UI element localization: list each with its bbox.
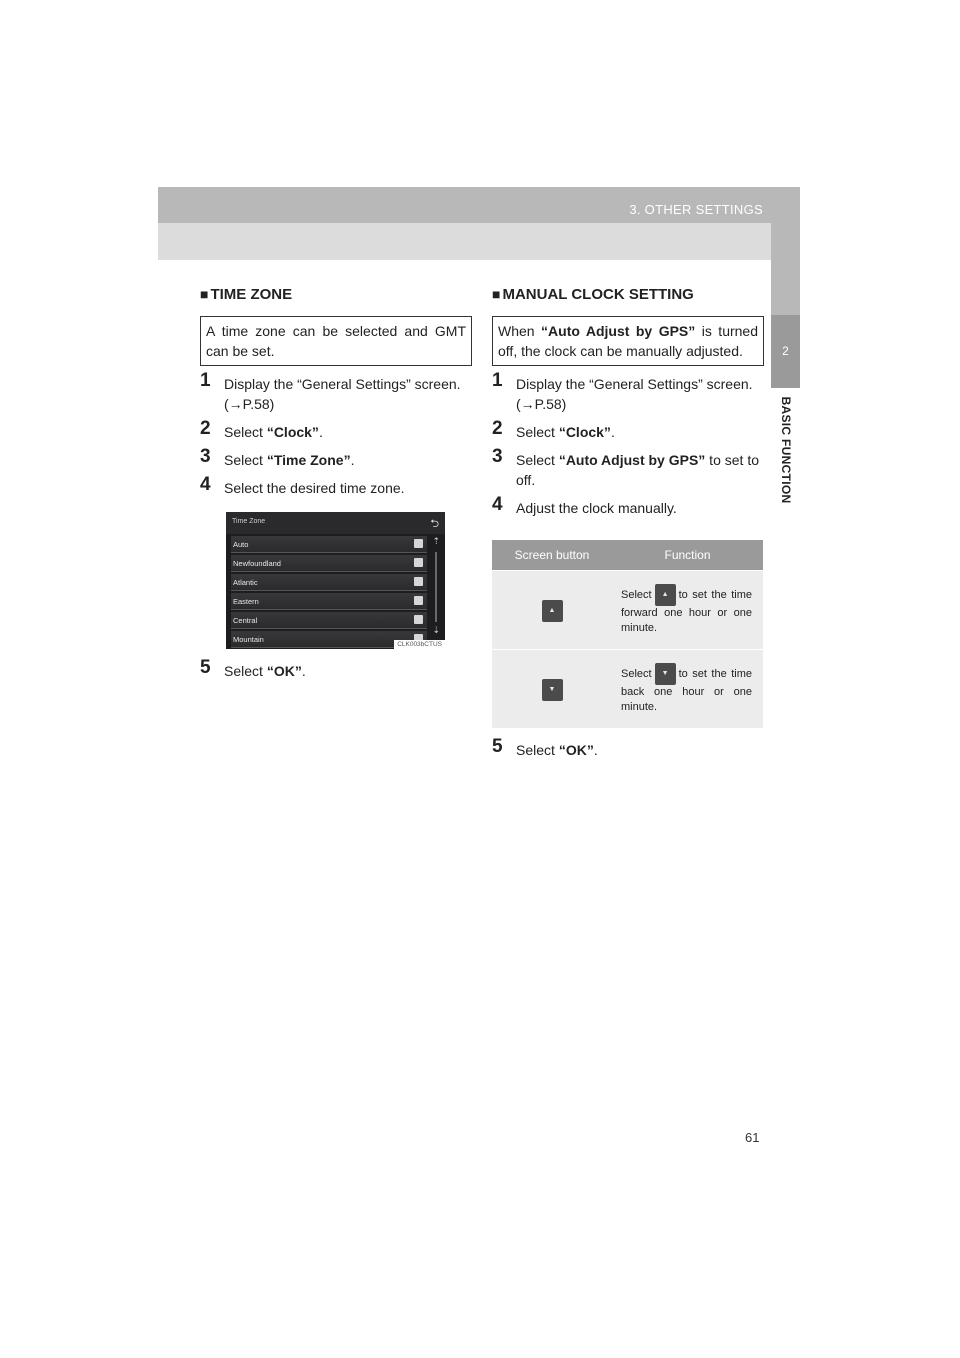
scroll-up-icon: ⇡ — [432, 536, 440, 546]
checkbox-icon — [414, 615, 423, 624]
step-1: 1 Display the “General Settings” screen. (→P.58) — [492, 370, 753, 412]
step-2: 2 Select “Clock”. — [492, 418, 615, 440]
checkbox-icon — [414, 558, 423, 567]
step-4: 4 Select the desired time zone. — [200, 474, 405, 496]
arrow-icon: → — [228, 396, 243, 412]
step-5: 5 Select “OK”. — [200, 657, 306, 679]
checkbox-icon — [414, 577, 423, 586]
time-zone-section — [200, 285, 472, 681]
back-arrow-icon: ⮌ — [430, 518, 439, 530]
header-subband — [158, 223, 800, 260]
arrow-icon: → — [520, 396, 535, 412]
list-item: Newfoundland — [231, 555, 427, 572]
step-5: 5 Select “OK”. — [492, 736, 598, 758]
up-arrow-icon: ▲ — [542, 600, 563, 622]
list-item: Mountain — [231, 631, 427, 648]
button-function-table — [492, 540, 763, 728]
section-title: 3. OTHER SETTINGS — [629, 202, 763, 217]
intro-box: A time zone can be selected and GMT can be set. — [200, 316, 472, 366]
down-arrow-icon: ▼ — [542, 679, 563, 701]
list-item: Auto — [231, 536, 427, 553]
column-header: Function — [612, 540, 763, 571]
section-heading: ■ MANUAL CLOCK SETTING — [492, 286, 694, 303]
down-arrow-icon: ▼ — [655, 663, 676, 685]
chapter-label: BASIC FUNCTION — [779, 396, 793, 504]
column-header: Screen button — [492, 540, 612, 571]
table-row: ▼ Select ▼ to set the time back one hour or one minute. — [492, 650, 763, 729]
up-arrow-icon: ▲ — [655, 584, 676, 606]
step-4: 4 Adjust the clock manually. — [492, 494, 677, 516]
list-item: Central — [231, 612, 427, 629]
side-tab-top — [771, 187, 800, 315]
step-1: 1 Display the “General Settings” screen. (→P.58) — [200, 370, 461, 412]
manual-clock-section — [492, 285, 764, 760]
image-code: CLK003bCTUS — [394, 640, 445, 649]
step-3: 3 Select “Auto Adjust by GPS” to set to off. — [492, 446, 759, 488]
screen-title: Time Zone — [232, 518, 266, 525]
time-zone-screenshot — [226, 512, 445, 649]
table-row: ▲ Select ▲ to set the time forward one hour or one minute. — [492, 571, 763, 650]
section-heading: ■ TIME ZONE — [200, 286, 293, 303]
page-number: 61 — [745, 1130, 760, 1145]
header-band — [158, 187, 800, 223]
step-3: 3 Select “Time Zone”. — [200, 446, 355, 468]
scrollbar — [435, 552, 437, 622]
list-item: Atlantic — [231, 574, 427, 591]
intro-box: When “Auto Adjust by GPS” is turned off, the clock can be manually adjusted. — [492, 316, 764, 366]
square-bullet-icon: ■ — [200, 286, 209, 302]
checkbox-icon — [414, 539, 423, 548]
chapter-number: 2 — [771, 315, 800, 388]
scroll-down-icon: ⇣ — [432, 625, 440, 635]
checkbox-icon — [414, 596, 423, 605]
time-zone-list — [231, 536, 427, 650]
square-bullet-icon: ■ — [492, 286, 501, 302]
step-2: 2 Select “Clock”. — [200, 418, 323, 440]
list-item: Eastern — [231, 593, 427, 610]
